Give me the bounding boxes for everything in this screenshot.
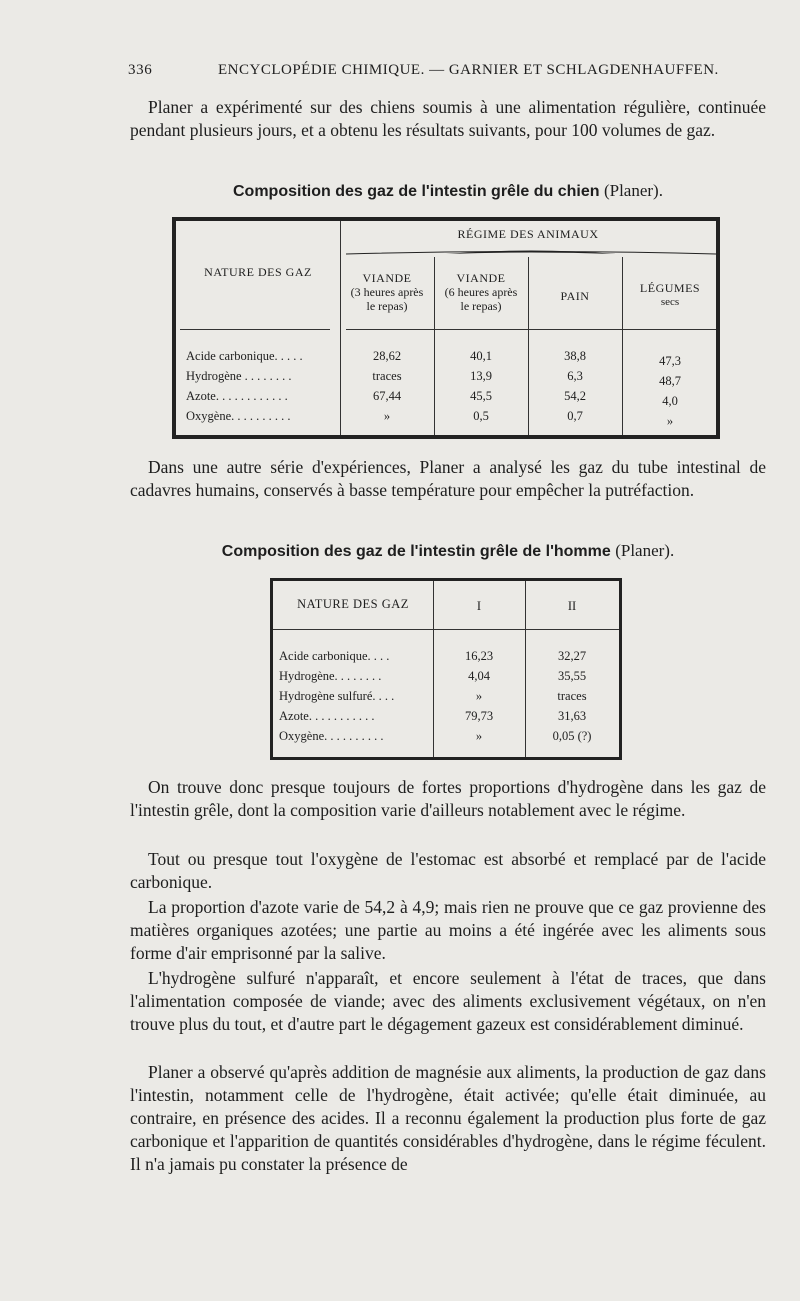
row-label-oxygen: Oxygène. . . . . . . . . . <box>186 409 291 423</box>
col-header-bread: PAIN <box>560 289 590 303</box>
cell: 28,62 <box>372 349 402 363</box>
cell: 48,7 <box>659 374 681 388</box>
cell: 38,8 <box>564 349 586 363</box>
cell: 16,23 <box>464 649 494 663</box>
col-header-II: II <box>567 599 577 613</box>
corner-header: NATURE DES GAZ <box>204 265 312 279</box>
table1-caption-title: Composition des gaz de l'intestin grêle du chien <box>233 183 600 200</box>
cell: » <box>666 414 674 428</box>
table1-caption-source: (Planer). <box>603 181 663 200</box>
cell: 54,2 <box>564 389 586 403</box>
cell: » <box>475 689 483 703</box>
table-human-intestine <box>270 578 622 760</box>
cell: 67,44 <box>372 389 402 403</box>
row-label-oxygen: Oxygène. . . . . . . . . . <box>279 729 384 743</box>
paragraph-h2s: L'hydrogène sulfuré n'apparaît, et encore seulement à l'état de traces, que dans l'alimentation composée de viande; avec des aliments exclusivement végétaux, on n'en trouve plus du tout, et d'autre part le dégagement gazeux est considérablement diminué. <box>130 968 766 1034</box>
cell: traces <box>557 689 587 703</box>
row-label-h2s: Hydrogène sulfuré. . . . <box>279 689 395 703</box>
row-label-hydrogen: Hydrogène. . . . . . . . <box>279 669 382 683</box>
row-label-hydrogen: Hydrogène . . . . . . . . <box>186 369 292 383</box>
row-label-nitrogen: Azote. . . . . . . . . . . <box>279 709 375 723</box>
cell: 6,3 <box>567 369 583 383</box>
table2-caption-title: Composition des gaz de l'intestin grêle de l'homme <box>221 543 611 560</box>
cell: 0,05 (?) <box>552 729 592 743</box>
cell: 45,5 <box>470 389 492 403</box>
cell: 0,5 <box>473 409 489 423</box>
col-header-meat-3h: VIANDE (3 heures après le repas) <box>350 271 424 313</box>
table-dog-intestine <box>172 217 720 439</box>
cell: 47,3 <box>659 354 681 368</box>
cell: 4,0 <box>662 394 678 408</box>
running-title: ENCYCLOPÉDIE CHIMIQUE. — GARNIER ET SCHLAGDENHAUFFEN. <box>218 62 719 78</box>
col-header-I: I <box>476 599 482 613</box>
cell: » <box>383 409 391 423</box>
table1-caption <box>130 181 766 201</box>
cell: » <box>475 729 483 743</box>
intro-paragraph: Planer a expérimenté sur des chiens soumis à une alimentation régulière, continuée pendant plusieurs jours, et a obtenu les résultats suivants, pour 100 volumes de gaz. <box>130 97 766 140</box>
cell: 31,63 <box>557 709 587 723</box>
corner-header: NATURE DES GAZ <box>297 597 409 611</box>
cell: 40,1 <box>470 349 492 363</box>
cell: 35,55 <box>557 669 587 683</box>
row-label-co2: Acide carbonique. . . . <box>279 649 390 663</box>
group-brace <box>346 245 716 259</box>
paragraph-nitrogen: La proportion d'azote varie de 54,2 à 4,9; mais rien ne prouve que ce gaz provienne des matières organiques azotées; une partie au moins a été ingérée avec les aliments sous forme d'air emprisonné par la salive. <box>130 897 766 963</box>
cell: 0,7 <box>567 409 583 423</box>
table2-caption-source: (Planer). <box>615 541 675 560</box>
paragraph-cadavers: Dans une autre série d'expériences, Planer a analysé les gaz du tube intestinal de cadavres humains, conservés à basse température pour empêcher la putréfaction. <box>130 457 766 500</box>
cell: 79,73 <box>464 709 494 723</box>
paragraph-hydrogen: On trouve donc presque toujours de fortes proportions d'hydrogène dans les gaz de l'intestin grêle, dont la composition varie d'ailleurs notablement avec le régime. <box>130 777 766 820</box>
paragraph-magnesia: Planer a observé qu'après addition de magnésie aux aliments, la production de gaz dans l'intestin, notamment celle de l'hydrogène, était activée; qu'elle était diminuée, au contraire, en présence des acides. Il a reconnu également la production plus forte de gaz carbonique et l'apparition de quantités considérables d'hydrogène, dans le régime féculent. Il n'a jamais pu constater la présence de <box>130 1062 766 1174</box>
col-header-meat-6h: VIANDE (6 heures après le repas) <box>444 271 518 313</box>
cell: 4,04 <box>468 669 490 683</box>
group-header: RÉGIME DES ANIMAUX <box>457 227 599 241</box>
table2-caption <box>130 541 766 561</box>
paragraph-oxygen: Tout ou presque tout l'oxygène de l'estomac est absorbé et remplacé par de l'acide carbonique. <box>130 849 766 892</box>
col-header-dry-legumes: LÉGUMES secs <box>639 281 701 308</box>
cell: traces <box>372 369 402 383</box>
row-label-co2: Acide carbonique. . . . . <box>186 349 303 363</box>
page-number: 336 <box>128 62 153 78</box>
cell: 32,27 <box>557 649 587 663</box>
cell: 13,9 <box>470 369 492 383</box>
row-label-nitrogen: Azote. . . . . . . . . . . . <box>186 389 288 403</box>
